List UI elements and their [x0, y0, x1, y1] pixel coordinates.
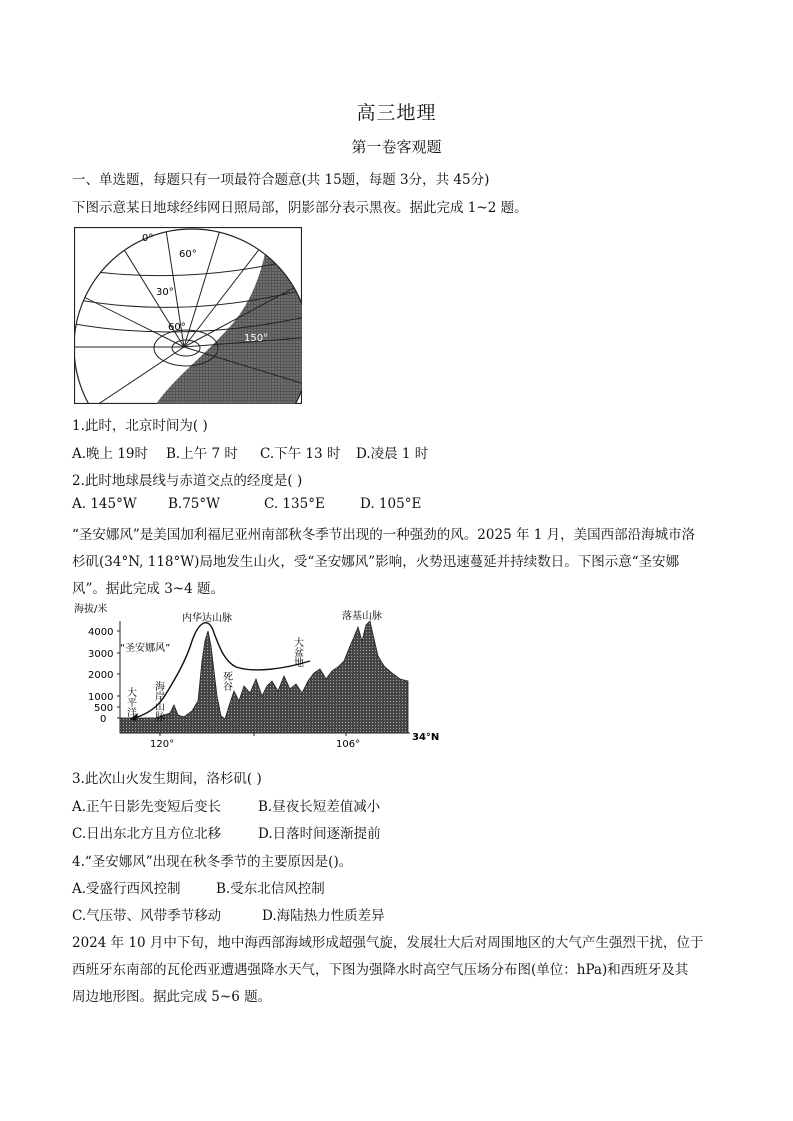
q2-option-d[interactable]: D. 105°E: [360, 496, 422, 512]
q2-option-c[interactable]: C. 135°E: [264, 496, 325, 512]
fig2-label-coast: 海岸山脉: [152, 681, 164, 721]
q1-option-a[interactable]: A.晚上 19时: [72, 446, 149, 462]
q1-option-c[interactable]: C.下午 13 时: [260, 446, 341, 462]
figure-santa-ana-profile: [74, 601, 446, 751]
intro-q1-2: 下图示意某日地球经纬网日照局部，阴影部分表示黑夜。据此完成 1~2 题。: [72, 200, 528, 216]
q3-option-b[interactable]: B.昼夜长短差值减小: [258, 799, 381, 815]
fig2-xtick-120: 120°: [150, 739, 175, 750]
fig1-label-0: 0°: [142, 233, 154, 244]
q2-option-b[interactable]: B.75°W: [168, 496, 221, 512]
q4-options-row1: [72, 877, 325, 897]
q4-option-c[interactable]: C.气压带、风带季节移动: [72, 908, 222, 924]
fig2-lat-label: 34°N: [412, 732, 440, 743]
q3-options-row2: [72, 822, 381, 842]
fig2-label-death: 死谷: [220, 671, 232, 691]
q2-stem: 2.此时地球晨线与赤道交点的经度是( ): [72, 473, 303, 489]
q4-stem: 4.“圣安娜风”出现在秋冬季节的主要原因是()。: [72, 854, 353, 870]
q3-option-d[interactable]: D.日落时间逐渐提前: [258, 826, 381, 842]
q1-option-b[interactable]: B.上午 7 时: [166, 446, 238, 462]
intro-q5-6-line3: 周边地形图。据此完成 5~6 题。: [72, 989, 272, 1005]
q2-option-a[interactable]: A. 145°W: [72, 496, 137, 512]
q3-option-a[interactable]: A.正午日影先变短后变长: [72, 799, 222, 815]
q3-option-c[interactable]: C.日出东北方且方位北移: [72, 826, 222, 842]
intro-q5-6-line2: 西班牙东南部的瓦伦西亚遭遇强降水天气，下图为强降水时高空气压场分布图(单位：hPa)和西班牙及其: [72, 962, 689, 978]
q1-option-d[interactable]: D.凌晨 1 时: [356, 446, 429, 462]
fig2-ytick-3000: 3000: [88, 649, 114, 660]
fig2-ylabel: 海拔/米: [74, 604, 108, 615]
fig2-label-ocean: 大平洋: [124, 687, 136, 717]
fig2-ytick-0: 0: [100, 714, 107, 725]
q4-option-a[interactable]: A.受盛行西风控制: [72, 881, 181, 897]
fig2-ytick-1000: 1000: [88, 692, 114, 703]
q2-options: [72, 496, 421, 512]
q4-options-row2: [72, 904, 385, 924]
fig2-ytick-4000: 4000: [88, 627, 114, 638]
intro-q3-4-line1: “圣安娜风”是美国加利福尼亚州南部秋冬季节出现的一种强劲的风。2025 年 1 月，美国西部沿海城市洛: [72, 527, 696, 543]
intro-q5-6-line1: 2024 年 10 月中下旬，地中海西部海域形成超强气旋，发展壮大后对周围地区的大气产生强烈干扰，位于: [72, 935, 704, 951]
fig2-label-sierra: 内华达山脉: [182, 613, 232, 624]
q4-option-b[interactable]: B.受东北信风控制: [216, 881, 325, 897]
q4-option-d[interactable]: D.海陆热力性质差异: [262, 908, 385, 924]
fig2-ytick-2000: 2000: [88, 670, 114, 681]
q1-options: [72, 442, 428, 462]
page-subtitle: 第一卷客观题: [351, 138, 442, 156]
fig2-label-wind: “圣安娜风”: [120, 643, 171, 654]
fig2-label-basin: 大盆地: [291, 637, 303, 667]
fig1-label-150: 150°: [244, 333, 269, 344]
fig2-label-rocky: 落基山脉: [342, 611, 382, 622]
figure-graticule: [74, 227, 302, 404]
q3-stem: 3.此次山火发生期间，洛杉矶( ): [72, 771, 262, 787]
q3-options-row1: [72, 795, 380, 815]
page-title: 高三地理: [356, 102, 437, 124]
fig2-ytick-500: 500: [94, 703, 114, 714]
fig1-label-30: 30°: [156, 287, 174, 298]
section-heading: 一、单选题，每题只有一项最符合题意(共 15题，每题 3分，共 45分): [72, 172, 490, 188]
fig2-xtick-106: 106°: [336, 739, 361, 750]
q1-stem: 1.此时，北京时间为( ): [72, 418, 208, 434]
fig1-label-60b: 60°: [168, 322, 186, 333]
fig1-label-60a: 60°: [179, 249, 197, 260]
intro-q3-4-line2: 杉矶(34°N, 118°W)局地发生山火，受“圣安娜风”影响，火势迅速蔓延并持续数日。下图示意“圣安娜: [72, 554, 680, 570]
intro-q3-4-line3: 风”。据此完成 3~4 题。: [72, 581, 224, 597]
